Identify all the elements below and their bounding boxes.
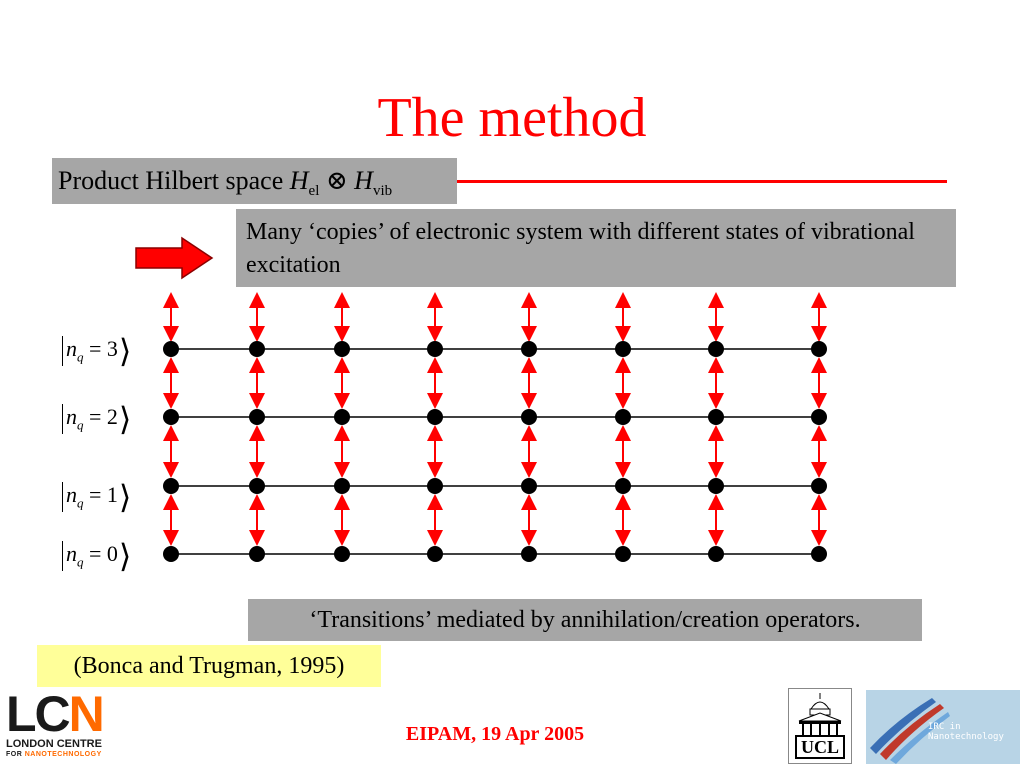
lattice-site — [811, 409, 827, 425]
vib-subscript: vib — [372, 183, 393, 200]
lattice-site — [708, 546, 724, 562]
lattice-site — [708, 341, 724, 357]
slide-title: The method — [377, 87, 647, 149]
footer-event-date: EIPAM, 19 Apr 2005 — [405, 723, 585, 745]
hilbert-underline — [457, 180, 947, 183]
lattice-site — [811, 546, 827, 562]
ucl-logo — [788, 688, 852, 764]
lattice-site — [163, 341, 179, 357]
irc-logo — [866, 690, 1020, 764]
lattice-site — [615, 478, 631, 494]
level-label-0: $n_q$ = 0⟩ — [62, 541, 131, 571]
lattice-site — [615, 409, 631, 425]
level-label-2: $n_q$ = 2⟩ — [62, 404, 131, 434]
lattice-site — [249, 409, 265, 425]
level-label-3: $n_q$ = 3⟩ — [62, 336, 131, 366]
lattice-site — [615, 341, 631, 357]
lattice-site — [521, 341, 537, 357]
lattice-site — [521, 409, 537, 425]
lattice-site — [427, 546, 443, 562]
lattice-site — [249, 478, 265, 494]
lattice-site — [811, 478, 827, 494]
lattice-site — [708, 409, 724, 425]
lcn-logo: LCN LONDON CENTRE FOR NANOTECHNOLOGY — [6, 686, 103, 758]
irc-text: IRC in Nanotechnology — [928, 722, 1004, 742]
lattice-site — [811, 341, 827, 357]
lattice-site — [163, 546, 179, 562]
right-arrow-icon — [132, 234, 216, 284]
lattice-site — [249, 341, 265, 357]
h-vib-symbol: H — [354, 166, 373, 195]
lattice-site — [249, 546, 265, 562]
lattice-site — [427, 409, 443, 425]
lattice-site — [521, 546, 537, 562]
lattice-site — [427, 478, 443, 494]
lattice-site — [334, 478, 350, 494]
transitions-description-box: ‘Transitions’ mediated by annihilation/creation operators. — [248, 599, 922, 641]
tensor-product-symbol: ⊗ — [325, 166, 348, 195]
lattice-site — [708, 478, 724, 494]
lattice-site — [427, 341, 443, 357]
lattice-site — [334, 409, 350, 425]
hilbert-space-box — [52, 158, 457, 204]
lattice-site — [163, 478, 179, 494]
level-label-1: $n_q$ = 1⟩ — [62, 482, 131, 512]
lattice-site — [615, 546, 631, 562]
lattice-site — [521, 478, 537, 494]
el-subscript: el — [308, 183, 320, 200]
ucl-portico-icon — [789, 691, 851, 741]
hilbert-prefix: Product Hilbert space — [58, 166, 290, 195]
lattice-site — [334, 546, 350, 562]
lattice-site — [334, 341, 350, 357]
copies-description-box: Many ‘copies’ of electronic system with different states of vibrational excitation — [236, 209, 956, 287]
citation-box: (Bonca and Trugman, 1995) — [37, 645, 381, 687]
ucl-wordmark: UCL — [795, 735, 845, 759]
h-el-symbol: H — [289, 166, 309, 195]
lattice-site — [163, 409, 179, 425]
